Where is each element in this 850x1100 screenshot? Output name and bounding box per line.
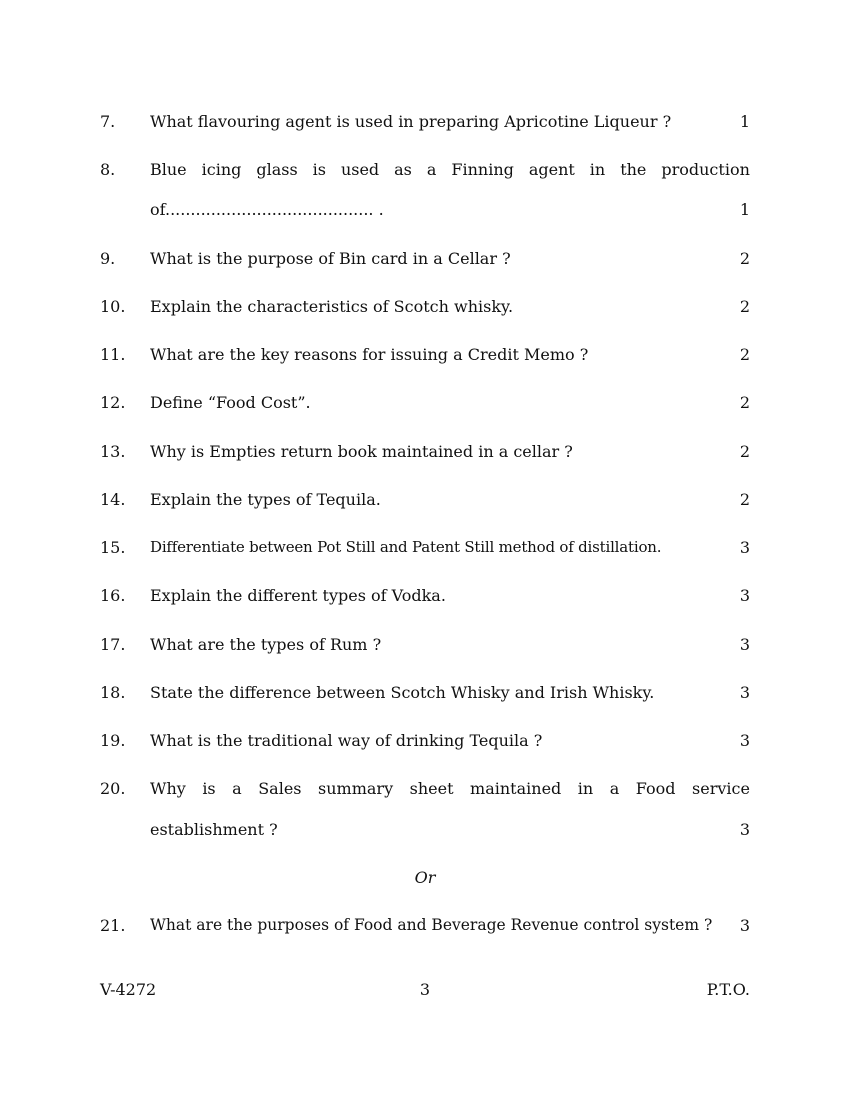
page-number: 3 <box>419 980 431 999</box>
question-text: What flavouring agent is used in preparing Apricotine Liqueur ? <box>150 112 672 131</box>
question-8-continuation: of......................................... . <box>150 200 384 219</box>
question-number: 8. <box>100 160 116 179</box>
question-text: What are the types of Rum ? <box>150 635 382 654</box>
question-marks: 2 <box>739 442 750 461</box>
question-marks: 2 <box>739 490 750 509</box>
question-number: 9. <box>100 249 116 268</box>
question-number: 15. <box>100 538 126 557</box>
question-text: What is the purpose of Bin card in a Cellar ? <box>150 249 511 268</box>
question-text: Explain the types of Tequila. <box>150 490 381 509</box>
question-number: 17. <box>100 635 126 654</box>
question-number: 19. <box>100 731 126 750</box>
question-marks: 3 <box>739 731 750 750</box>
question-20-marks: 3 <box>739 820 750 839</box>
question-text: What are the purposes of Food and Beverage Revenue control system ? <box>150 916 713 934</box>
question-text-line1: Blue icing glass is used as a Finning agent in the production <box>150 160 750 179</box>
question-number: 18. <box>100 683 126 702</box>
question-number: 7. <box>100 112 116 131</box>
question-text: Differentiate between Pot Still and Patent Still method of distillation. <box>150 538 662 556</box>
or-separator: Or <box>414 868 436 887</box>
question-text-line1: Why is a Sales summary sheet maintained in a Food service <box>150 779 750 798</box>
question-marks: 3 <box>739 635 750 654</box>
question-number: 21. <box>100 916 126 935</box>
question-number: 12. <box>100 393 126 412</box>
question-text: What are the key reasons for issuing a Credit Memo ? <box>150 345 589 364</box>
question-number: 14. <box>100 490 126 509</box>
question-number: 10. <box>100 297 126 316</box>
question-marks: 1 <box>739 112 750 131</box>
question-text: State the difference between Scotch Whisky and Irish Whisky. <box>150 683 655 702</box>
question-marks: 2 <box>739 297 750 316</box>
question-marks: 3 <box>739 683 750 702</box>
question-8-marks: 1 <box>739 200 750 219</box>
question-marks: 2 <box>739 249 750 268</box>
question-text: Explain the different types of Vodka. <box>150 586 446 605</box>
question-20-continuation: establishment ? <box>150 820 278 839</box>
question-text: Define “Food Cost”. <box>150 393 311 412</box>
question-number: 20. <box>100 779 126 798</box>
pto-label: P.T.O. <box>706 980 750 999</box>
question-marks: 3 <box>739 586 750 605</box>
question-number: 16. <box>100 586 126 605</box>
question-number: 11. <box>100 345 126 364</box>
paper-code: V-4272 <box>100 980 157 999</box>
question-text: Why is Empties return book maintained in a cellar ? <box>150 442 573 461</box>
question-text: What is the traditional way of drinking Tequila ? <box>150 731 543 750</box>
question-number: 13. <box>100 442 126 461</box>
question-marks: 2 <box>739 393 750 412</box>
question-text: Explain the characteristics of Scotch whisky. <box>150 297 514 316</box>
question-marks: 2 <box>739 345 750 364</box>
question-marks: 3 <box>739 538 750 557</box>
question-marks: 3 <box>739 916 750 935</box>
